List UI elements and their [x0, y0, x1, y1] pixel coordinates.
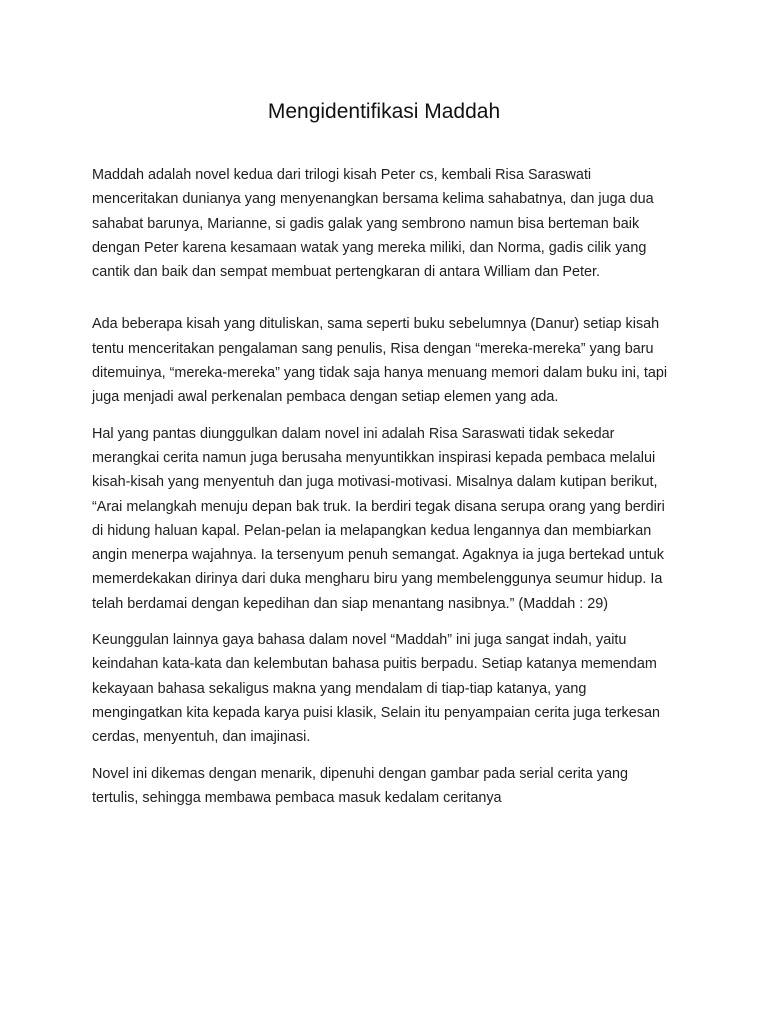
- paragraph-stories: Ada beberapa kisah yang dituliskan, sama seperti buku sebelumnya (Danur) setiap kisah tentu menceritakan pengalaman sang penulis, Risa dengan “mereka-mereka” yang baru ditemuinya, “mereka-mereka” yang tidak saja hanya menuang memori dalam buku ini, tapi juga menjadi awal perkenalan pembaca dengan setiap elemen yang ada.: [92, 316, 668, 406]
- paragraph-language-style: Keunggulan lainnya gaya bahasa dalam novel “Maddah” ini juga sangat indah, yaitu keindahan kata-kata dan kelembutan bahasa puitis berpadu. Setiap katanya memendam kekayaan bahasa sekaligus makna yang mendalam di tiap-tiap katanya, yang mengingatkan kita kepada karya puisi klasik, Selain itu penyampaian cerita juga terkesan cerdas, menyentuh, dan imajinasi.: [92, 632, 660, 746]
- document-body: [92, 163, 677, 822]
- document-title: Mengidentifikasi Maddah: [267, 100, 501, 123]
- paragraph-packaging: Novel ini dikemas dengan menarik, dipenuhi dengan gambar pada serial cerita yang tertulis, sehingga membawa pembaca masuk kedalam ceritanya: [92, 765, 628, 806]
- paragraph-intro: Maddah adalah novel kedua dari trilogi kisah Peter cs, kembali Risa Saraswati menceritakan dunianya yang menyenangkan bersama kelima sahabatnya, dan juga dua sahabat barunya, Marianne, si gadis galak yang sembrono namun bisa berteman baik dengan Peter karena kesamaan watak yang mereka miliki, dan Norma, gadis cilik yang cantik dan baik dan sempat membuat pertengkaran di antara William dan Peter.: [92, 167, 654, 281]
- paragraph-inspiration: Hal yang pantas diunggulkan dalam novel ini adalah Risa Saraswati tidak sekedar merangkai cerita namun juga berusaha menyuntikkan inspirasi kepada pembaca melalui kisah-kisah yang menyentuh dan juga motivasi-motivasi. Misalnya dalam kutipan berikut, “Arai melangkah menuju depan bak truk. Ia berdiri tegak disana serupa orang yang berdiri di hidung haluan kapal. Pelan-pelan ia melapangkan kedua lengannya dan membiarkan angin menerpa wajahnya. Ia tersenyum penuh semangat. Agaknya ia juga bertekad untuk memerdekakan dirinya dari duka mengharu biru yang membelenggunya seumur hidup. Ia telah berdamai dengan kepedihan dan siap menantang nasibnya.” (Maddah : 29): [92, 425, 665, 612]
